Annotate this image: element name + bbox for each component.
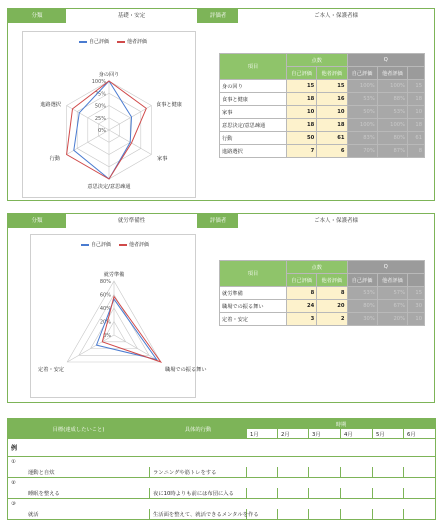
- axis-label: 就労準備: [103, 272, 125, 278]
- col-period: 時期: [247, 419, 436, 429]
- sub-other-pct: 他者評価: [377, 274, 407, 287]
- month-header: 4月: [341, 429, 373, 439]
- self-pct: 83%: [347, 132, 377, 145]
- radar-chart-work: [30, 234, 207, 398]
- table-row: [220, 300, 425, 313]
- table-row: [220, 287, 425, 300]
- table-row: [220, 80, 425, 93]
- scale-tick-label: 75%: [94, 91, 106, 98]
- other-score: 20: [317, 300, 347, 313]
- col-item: 項目: [220, 261, 287, 287]
- sub-self: 自己評価: [287, 67, 317, 80]
- category-value: 基礎・安定: [66, 9, 198, 23]
- axis-label: 身の回り: [98, 72, 120, 78]
- other-pct: 88%: [377, 93, 407, 106]
- other-pct: 67%: [377, 300, 407, 313]
- table-row: [220, 119, 425, 132]
- month-cell[interactable]: [247, 488, 278, 499]
- example-label: 例: [8, 439, 436, 457]
- axis-label: 定着・安定: [38, 367, 64, 373]
- sub-other-pct: 他者評価: [377, 67, 407, 80]
- month-cell[interactable]: [309, 488, 341, 499]
- item-label: 家事: [220, 106, 287, 119]
- extra-value: 18: [408, 119, 425, 132]
- month-cell[interactable]: [278, 488, 309, 499]
- month-cell[interactable]: [404, 488, 436, 499]
- axis-label: 職場での振る舞い: [165, 367, 207, 373]
- self-pct: 100%: [347, 119, 377, 132]
- other-pct: 53%: [377, 106, 407, 119]
- other-score: 16: [317, 93, 347, 106]
- self-pct: 80%: [347, 300, 377, 313]
- self-pct: 30%: [347, 313, 377, 326]
- section-work: [7, 213, 435, 403]
- table-row: [220, 93, 425, 106]
- extra-value: 30: [408, 300, 425, 313]
- other-score: 18: [317, 119, 347, 132]
- self-score: 3: [287, 313, 317, 326]
- sub-self-pct: 自己評価: [347, 274, 377, 287]
- category-label: 分類: [8, 9, 66, 23]
- extra-value: 15: [408, 287, 425, 300]
- other-pct: 100%: [377, 119, 407, 132]
- scale-tick-label: 50%: [94, 103, 106, 110]
- self-pct: 53%: [347, 287, 377, 300]
- plan-row-content: [8, 509, 436, 520]
- table-row: [220, 132, 425, 145]
- radar-svg: [23, 32, 195, 197]
- plan-row-number: ②: [8, 478, 436, 488]
- month-cell[interactable]: [278, 509, 309, 520]
- self-score: 18: [287, 93, 317, 106]
- other-score: 61: [317, 132, 347, 145]
- month-cell[interactable]: [373, 488, 404, 499]
- axis-label: 家事: [157, 156, 168, 162]
- scale-tick-label: 0%: [98, 128, 106, 134]
- plan-row: [8, 478, 436, 488]
- radar-chart-basic: [22, 31, 196, 198]
- month-cell[interactable]: [341, 509, 373, 520]
- self-pct: 100%: [347, 80, 377, 93]
- month-cell[interactable]: [373, 509, 404, 520]
- action-cell[interactable]: 夜に10時よりも前には布団に入る: [150, 488, 247, 499]
- extra-value: 15: [408, 80, 425, 93]
- extra-value: 18: [408, 93, 425, 106]
- sub-blank: [408, 274, 425, 287]
- item-label: 職場での振る舞い: [220, 300, 287, 313]
- score-table-basic: [219, 53, 425, 158]
- month-cell[interactable]: [404, 509, 436, 520]
- other-pct: 57%: [377, 287, 407, 300]
- legend-other: 他者評価: [119, 241, 149, 248]
- goal-cell[interactable]: 就活: [8, 509, 150, 520]
- goal-cell[interactable]: 運動と自炊: [8, 467, 150, 478]
- month-header: 2月: [278, 429, 309, 439]
- sub-other: 他者評価: [317, 67, 347, 80]
- item-label: 定着・安定: [220, 313, 287, 326]
- table-row: [220, 145, 425, 158]
- col-pct: Q: [347, 54, 425, 67]
- section-header: [8, 214, 434, 228]
- col-points: 点数: [287, 54, 348, 67]
- action-cell[interactable]: 生活面を整えて、就活できるメンタルを作る: [150, 509, 247, 520]
- month-cell[interactable]: [247, 467, 278, 478]
- axis-label: 意思決定/意思疎通: [87, 184, 131, 190]
- scale-tick-label: 80%: [99, 279, 111, 285]
- month-cell[interactable]: [309, 509, 341, 520]
- sub-blank: [408, 67, 425, 80]
- month-cell[interactable]: [278, 467, 309, 478]
- col-points: 点数: [287, 261, 348, 274]
- month-cell[interactable]: [373, 467, 404, 478]
- section-header: [8, 9, 434, 23]
- score-table-work: [219, 260, 425, 326]
- item-label: 就労準備: [220, 287, 287, 300]
- goal-plan-table: [7, 418, 436, 520]
- section-basic: [7, 8, 435, 201]
- self-pct: 53%: [347, 93, 377, 106]
- legend-other: 他者評価: [117, 38, 147, 45]
- scale-tick-label: 100%: [91, 79, 106, 85]
- self-pct: 70%: [347, 145, 377, 158]
- col-item: 項目: [220, 54, 287, 80]
- scale-tick-label: 60%: [99, 292, 111, 299]
- plan-row-number: ①: [8, 457, 436, 467]
- item-label: 行動: [220, 132, 287, 145]
- month-cell[interactable]: [341, 488, 373, 499]
- month-cell[interactable]: [341, 467, 373, 478]
- other-pct: 80%: [377, 132, 407, 145]
- evaluator-value: ご本人・保護者様: [238, 9, 434, 23]
- item-label: 身の回り: [220, 80, 287, 93]
- other-score: 8: [317, 287, 347, 300]
- goal-cell[interactable]: 睡眠を整える: [8, 488, 150, 499]
- table-row: [220, 106, 425, 119]
- action-cell[interactable]: ランニングや筋トレをする: [150, 467, 247, 478]
- extra-value: 8: [408, 145, 425, 158]
- self-score: 15: [287, 80, 317, 93]
- sub-other: 他者評価: [317, 274, 347, 287]
- item-label: 意思決定/意思疎通: [220, 119, 287, 132]
- axis-label: 食事と健康: [156, 102, 182, 108]
- self-score: 10: [287, 106, 317, 119]
- axis-label: 行動: [49, 156, 60, 162]
- other-score: 6: [317, 145, 347, 158]
- month-cell[interactable]: [404, 467, 436, 478]
- self-score: 18: [287, 119, 317, 132]
- legend-self: 自己評価: [79, 38, 109, 45]
- col-goal: 目標(達成したいこと): [8, 419, 150, 439]
- scale-tick-label: 40%: [99, 306, 111, 312]
- axis-label: 進路選択: [40, 102, 61, 108]
- scale-tick-label: 0%: [103, 333, 111, 339]
- evaluator-label: 評価者: [198, 9, 238, 23]
- plan-row: [8, 457, 436, 467]
- extra-value: 10: [408, 313, 425, 326]
- self-score: 50: [287, 132, 317, 145]
- other-score: 10: [317, 106, 347, 119]
- col-pct: Q: [347, 261, 425, 274]
- scale-tick-label: 20%: [99, 319, 111, 326]
- month-header: 5月: [373, 429, 404, 439]
- plan-row-content: [8, 488, 436, 499]
- other-pct: 100%: [377, 80, 407, 93]
- item-label: 食事と健康: [220, 93, 287, 106]
- evaluator-value: ご本人・保護者様: [238, 214, 434, 228]
- sub-self: 自己評価: [287, 274, 317, 287]
- other-pct: 20%: [377, 313, 407, 326]
- self-pct: 50%: [347, 106, 377, 119]
- sub-self-pct: 自己評価: [347, 67, 377, 80]
- category-label: 分類: [8, 214, 66, 228]
- category-value: 就労準備性: [66, 214, 198, 228]
- month-header: 1月: [247, 429, 278, 439]
- self-score: 7: [287, 145, 317, 158]
- extra-value: 61: [408, 132, 425, 145]
- scale-tick-label: 25%: [94, 115, 106, 122]
- other-score: 15: [317, 80, 347, 93]
- month-cell[interactable]: [309, 467, 341, 478]
- self-score: 24: [287, 300, 317, 313]
- plan-row-content: [8, 467, 436, 478]
- plan-row-number: ③: [8, 499, 436, 509]
- legend-self: 自己評価: [81, 241, 111, 248]
- radar-svg: [31, 235, 207, 397]
- self-score: 8: [287, 287, 317, 300]
- other-score: 2: [317, 313, 347, 326]
- month-header: 3月: [309, 429, 341, 439]
- plan-row: [8, 499, 436, 509]
- month-header: 6月: [404, 429, 436, 439]
- evaluator-label: 評価者: [198, 214, 238, 228]
- table-row: [220, 313, 425, 326]
- extra-value: 10: [408, 106, 425, 119]
- other-pct: 87%: [377, 145, 407, 158]
- item-label: 進路選択: [220, 145, 287, 158]
- col-action: 具体的行動: [150, 419, 247, 439]
